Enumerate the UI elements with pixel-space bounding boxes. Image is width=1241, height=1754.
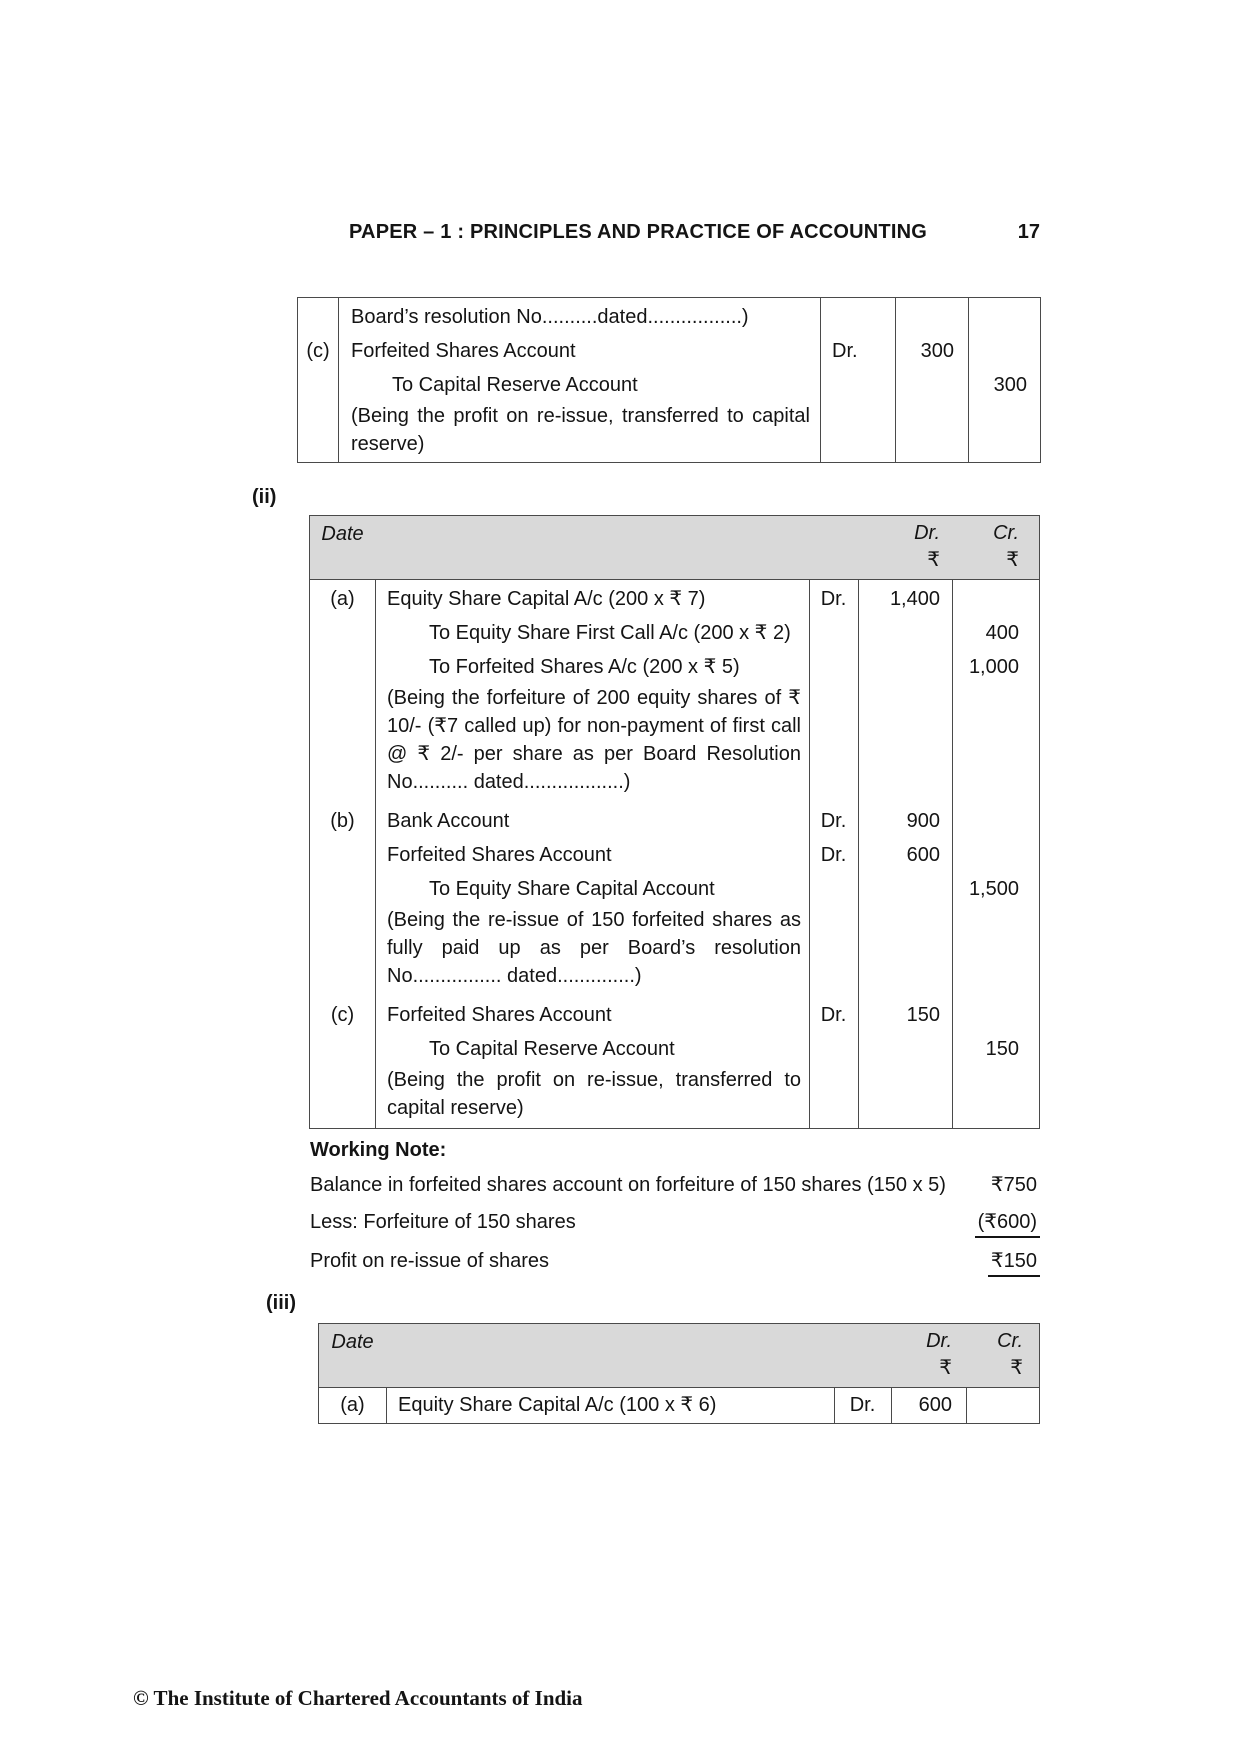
- dr-amount: 600: [918, 1394, 952, 1416]
- entry-letter: [310, 872, 375, 906]
- journal-header-row: [310, 516, 1039, 580]
- page-footer: © The Institute of Chartered Accountants of India: [133, 1686, 583, 1710]
- particulars: Bank Account: [387, 810, 510, 832]
- rupee-symbol: ₹: [927, 549, 940, 571]
- column-divider: [820, 298, 821, 462]
- cr-amount: [966, 1388, 1039, 1423]
- journal-line: [310, 804, 1039, 838]
- cr-amount: [952, 906, 1039, 998]
- journal-line: [310, 906, 1039, 998]
- journal-line: [310, 838, 1039, 872]
- dr-label: [809, 906, 858, 998]
- dr-label: [809, 1066, 858, 1122]
- page-number: 17: [1017, 221, 1040, 243]
- journal-table-continuation: [297, 297, 1041, 463]
- working-note-row: [310, 1248, 1040, 1277]
- journal-line: [310, 1066, 1039, 1122]
- particulars: Equity Share Capital A/c (200 x ₹ 7): [387, 588, 706, 610]
- cr-amount: 150: [985, 1038, 1019, 1060]
- dr-amount: 900: [906, 810, 940, 832]
- dr-amount: 150: [906, 1004, 940, 1026]
- entry-letter: [310, 650, 375, 684]
- narration: (Being the profit on re-issue, transferred to capital reserve): [387, 1069, 801, 1119]
- journal-line: [298, 402, 1040, 458]
- dr-amount: 1,400: [889, 588, 940, 610]
- dr-column-header: Dr. ₹: [858, 520, 952, 574]
- dr-label: [820, 402, 895, 458]
- journal-line: [310, 1032, 1039, 1066]
- dr-label: [809, 616, 858, 650]
- particulars: To Equity Share Capital Account: [429, 878, 715, 900]
- working-note-amount: ₹150: [988, 1248, 1040, 1277]
- dr-label: [820, 300, 895, 334]
- cr-amount: [968, 300, 1040, 334]
- working-note-label: Balance in forfeited shares account on forfeiture of 150 shares (150 x 5): [310, 1174, 946, 1196]
- column-divider: [858, 516, 859, 1128]
- dr-label: [809, 650, 858, 684]
- entry-letter: [310, 906, 375, 998]
- journal-line: [298, 334, 1040, 368]
- dr-amount: [858, 684, 952, 804]
- narration: (Being the re-issue of 150 forfeited shares as fully paid up as per Board’s resolution No................ dated..............): [387, 909, 801, 987]
- journal-body: [310, 580, 1039, 1128]
- entry-letter: [310, 1066, 375, 1122]
- cr-amount: 300: [993, 374, 1027, 396]
- cr-amount: [952, 998, 1039, 1032]
- working-note-row: [310, 1172, 1040, 1199]
- particulars: To Capital Reserve Account: [429, 1038, 675, 1060]
- dr-amount: [858, 906, 952, 998]
- dr-label: Dr.: [832, 340, 858, 362]
- narration: (Being the profit on re-issue, transferred to capital reserve): [351, 405, 810, 455]
- dr-label: Dr.: [820, 1004, 847, 1026]
- working-note: [310, 1138, 1040, 1277]
- working-note-title: Working Note:: [310, 1139, 447, 1161]
- particulars: Forfeited Shares Account: [387, 1004, 612, 1026]
- rupee-symbol: ₹: [1010, 1357, 1023, 1379]
- dr-label: Dr.: [820, 844, 847, 866]
- dr-label: [809, 1032, 858, 1066]
- column-divider: [895, 298, 896, 462]
- dr-column-header: Dr. ₹: [891, 1328, 966, 1382]
- column-divider: [809, 516, 810, 1128]
- dr-label: Dr.: [849, 1394, 876, 1416]
- journal-line: [319, 1388, 1039, 1423]
- cr-amount: [952, 804, 1039, 838]
- dr-amount: [858, 1032, 952, 1066]
- entry-letter: (a): [340, 1394, 365, 1416]
- journal-line: [310, 998, 1039, 1032]
- particulars: To Forfeited Shares A/c (200 x ₹ 5): [429, 656, 740, 678]
- dr-amount: 300: [920, 340, 954, 362]
- dr-amount: [858, 1066, 952, 1122]
- entry-letter: [298, 402, 338, 458]
- cr-amount: [952, 1066, 1039, 1122]
- rupee-symbol: ₹: [1006, 549, 1019, 571]
- working-note-row: [310, 1209, 1040, 1238]
- working-note-label: Less: Forfeiture of 150 shares: [310, 1211, 576, 1233]
- rupee-symbol: ₹: [939, 1357, 952, 1379]
- working-note-amount: ₹750: [990, 1174, 1037, 1196]
- entry-letter: [298, 300, 338, 334]
- dr-label: [820, 368, 895, 402]
- dr-label: Dr.: [820, 810, 847, 832]
- section-label-ii: (ii): [252, 486, 277, 508]
- cr-amount: 1,500: [968, 878, 1019, 900]
- cr-column-header: Cr. ₹: [966, 1328, 1039, 1382]
- cr-amount: [952, 684, 1039, 804]
- date-column-header: Date: [321, 523, 364, 545]
- working-note-label: Profit on re-issue of shares: [310, 1250, 549, 1272]
- journal-table-iii: [318, 1323, 1040, 1424]
- section-label-iii: (iii): [266, 1292, 296, 1314]
- particulars: Forfeited Shares Account: [387, 844, 612, 866]
- particulars: Forfeited Shares Account: [351, 340, 576, 362]
- journal-table-ii: [309, 515, 1040, 1129]
- journal-line: [298, 300, 1040, 334]
- dr-amount: [858, 616, 952, 650]
- page-title: PAPER – 1 : PRINCIPLES AND PRACTICE OF ACCOUNTING: [349, 221, 927, 243]
- journal-body: [298, 298, 1040, 462]
- particulars: To Equity Share First Call A/c (200 x ₹ 2): [429, 622, 791, 644]
- journal-line: [298, 368, 1040, 402]
- dr-label: [809, 684, 858, 804]
- journal-line: [310, 872, 1039, 906]
- narration: (Being the forfeiture of 200 equity shares of ₹ 10/- (₹7 called up) for non-payment of first call @ ₹ 2/- per share as per Board Resolution No.......... dated..................): [387, 687, 801, 793]
- cr-amount: 1,000: [968, 656, 1019, 678]
- particulars: To Capital Reserve Account: [392, 374, 638, 396]
- entry-letter: [310, 684, 375, 804]
- entry-letter: [298, 368, 338, 402]
- journal-line: [310, 684, 1039, 804]
- dr-amount: [895, 368, 968, 402]
- journal-header-row: [319, 1324, 1039, 1388]
- dr-amount: [895, 402, 968, 458]
- cr-amount: [968, 402, 1040, 458]
- dr-amount: [858, 650, 952, 684]
- journal-line: [310, 650, 1039, 684]
- dr-amount: [858, 872, 952, 906]
- working-note-amount: (₹600): [975, 1209, 1040, 1238]
- cr-amount: [968, 334, 1040, 368]
- column-divider: [375, 516, 376, 1128]
- column-divider: [968, 298, 969, 462]
- cr-amount: 400: [985, 622, 1019, 644]
- column-divider: [952, 516, 953, 1128]
- dr-amount: 600: [906, 844, 940, 866]
- dr-label: Dr.: [820, 588, 847, 610]
- cr-amount: [952, 582, 1039, 616]
- entry-letter: [310, 838, 375, 872]
- dr-label: [809, 872, 858, 906]
- column-divider: [338, 298, 339, 462]
- entry-letter: (c): [306, 340, 330, 362]
- entry-letter: (b): [330, 810, 355, 832]
- dr-amount: [895, 300, 968, 334]
- cr-column-header: Cr. ₹: [952, 520, 1039, 574]
- particulars: Board’s resolution No..........dated.................): [351, 306, 749, 328]
- entry-letter: (c): [330, 1004, 355, 1026]
- entry-letter: [310, 616, 375, 650]
- journal-line: [310, 582, 1039, 616]
- entry-letter: [310, 1032, 375, 1066]
- journal-line: [310, 616, 1039, 650]
- cr-amount: [952, 838, 1039, 872]
- particulars: Equity Share Capital A/c (100 x ₹ 6): [398, 1394, 717, 1416]
- entry-letter: (a): [330, 588, 355, 610]
- date-column-header: Date: [331, 1331, 374, 1353]
